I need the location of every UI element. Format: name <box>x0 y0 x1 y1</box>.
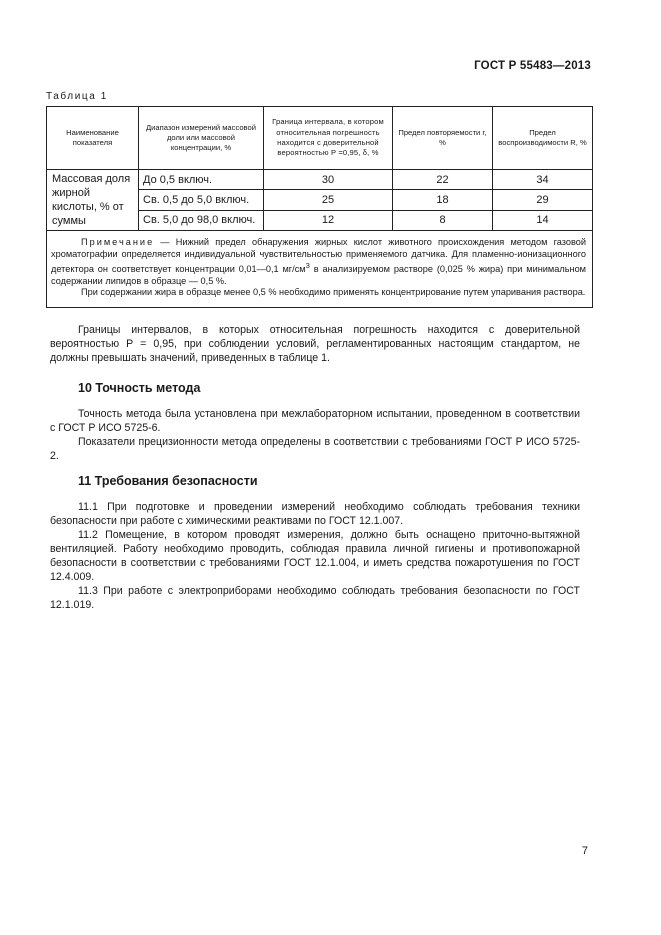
col-header-indicator: Наименование показателя <box>47 107 139 170</box>
note-text-3: При содержании жира в образце менее 0,5 % необходимо применять концентрирование путем упаривания раствора. <box>81 287 586 298</box>
section-10-body <box>50 407 580 463</box>
section-10-paragraph-2: Показатели прецизионности метода определены в соответствии с требованиями ГОСТ Р ИСО 5725-2. <box>50 436 580 462</box>
section-11-body <box>50 500 580 612</box>
indicator-name-cell: Массовая доля жирной кислоты, % от суммы <box>47 170 139 231</box>
col-header-interval: Граница интервала, в котором относительная погрешность находится с доверительной вероятностью P =0,95, δ, % <box>264 107 393 170</box>
range-cell: До 0,5 включ. <box>139 170 264 190</box>
section-11-paragraph-1: 11.1 При подготовке и проведении измерений необходимо соблюдать требования техники безопасности при работе с химическими реактивами по ГОСТ 12.1.007. <box>50 501 580 527</box>
precision-table <box>46 106 593 308</box>
section-10-heading: 10 Точность метода <box>78 381 201 395</box>
reproducibility-cell: 14 <box>493 210 593 230</box>
note-label: Примечание <box>81 237 155 247</box>
table-note-row <box>47 231 593 308</box>
note-text-1: — Нижний предел обнаружения жирных кислот животного происхождения методом газовой хроматографии определяется индивидуальной чувствительностью применяемого датчика. Для пламенно-ионизационного детектора он соответствует концентрации 0,01—0,1 мг/см <box>51 237 586 275</box>
repeatability-cell: 8 <box>393 210 493 230</box>
note-superscript: 3 <box>305 261 310 271</box>
table-caption: Таблица 1 <box>46 91 108 102</box>
range-cell: Св. 0,5 до 5,0 включ. <box>139 190 264 210</box>
col-header-repeatability: Предел повторяемости r, % <box>393 107 493 170</box>
bounds-paragraph-block <box>50 323 580 365</box>
table-row <box>47 170 593 190</box>
bounds-paragraph: Границы интервалов, в которых относительная погрешность находится с доверительной вероятностью P = 0,95, при соблюдении условий, регламентированных настоящим стандартом, не должны превышать значений, приведенных в таблице 1. <box>50 324 580 364</box>
col-header-reproducibility: Предел воспроизводимости R, % <box>493 107 593 170</box>
standard-code: ГОСТ Р 55483—2013 <box>474 60 591 72</box>
section-10-paragraph-1: Точность метода была установлена при межлабораторном испытании, проведенном в соответствии с ГОСТ Р ИСО 5725-6. <box>50 408 580 434</box>
reproducibility-cell: 34 <box>493 170 593 190</box>
col-header-range: Диапазон измерений массовой доли или массовой концентрации, % <box>139 107 264 170</box>
repeatability-cell: 18 <box>393 190 493 210</box>
section-11-paragraph-2: 11.2 Помещение, в котором проводят измерения, должно быть оснащено приточно-вытяжной вентиляцией. Работу необходимо проводить, соблюдая правила личной гигиены и противопожарной безопасности в соответствии с требованиями ГОСТ 12.1.004, и иметь средства пожаротушения по ГОСТ 12.4.009. <box>50 529 580 583</box>
delta-cell: 30 <box>264 170 393 190</box>
delta-cell: 12 <box>264 210 393 230</box>
repeatability-cell: 22 <box>393 170 493 190</box>
delta-cell: 25 <box>264 190 393 210</box>
reproducibility-cell: 29 <box>493 190 593 210</box>
table-header-row <box>47 107 593 170</box>
note-text-2: в анализируемом растворе (0,025 % жира) при минимальном содержании липидов в образце — 0,5 %. <box>51 264 586 286</box>
section-11-paragraph-3: 11.3 При работе с электроприборами необходимо соблюдать требования безопасности по ГОСТ 12.1.019. <box>50 585 580 611</box>
section-11-heading: 11 Требования безопасности <box>78 474 258 488</box>
range-cell: Св. 5,0 до 98,0 включ. <box>139 210 264 230</box>
table-note <box>47 231 593 308</box>
page-number: 7 <box>581 845 588 857</box>
